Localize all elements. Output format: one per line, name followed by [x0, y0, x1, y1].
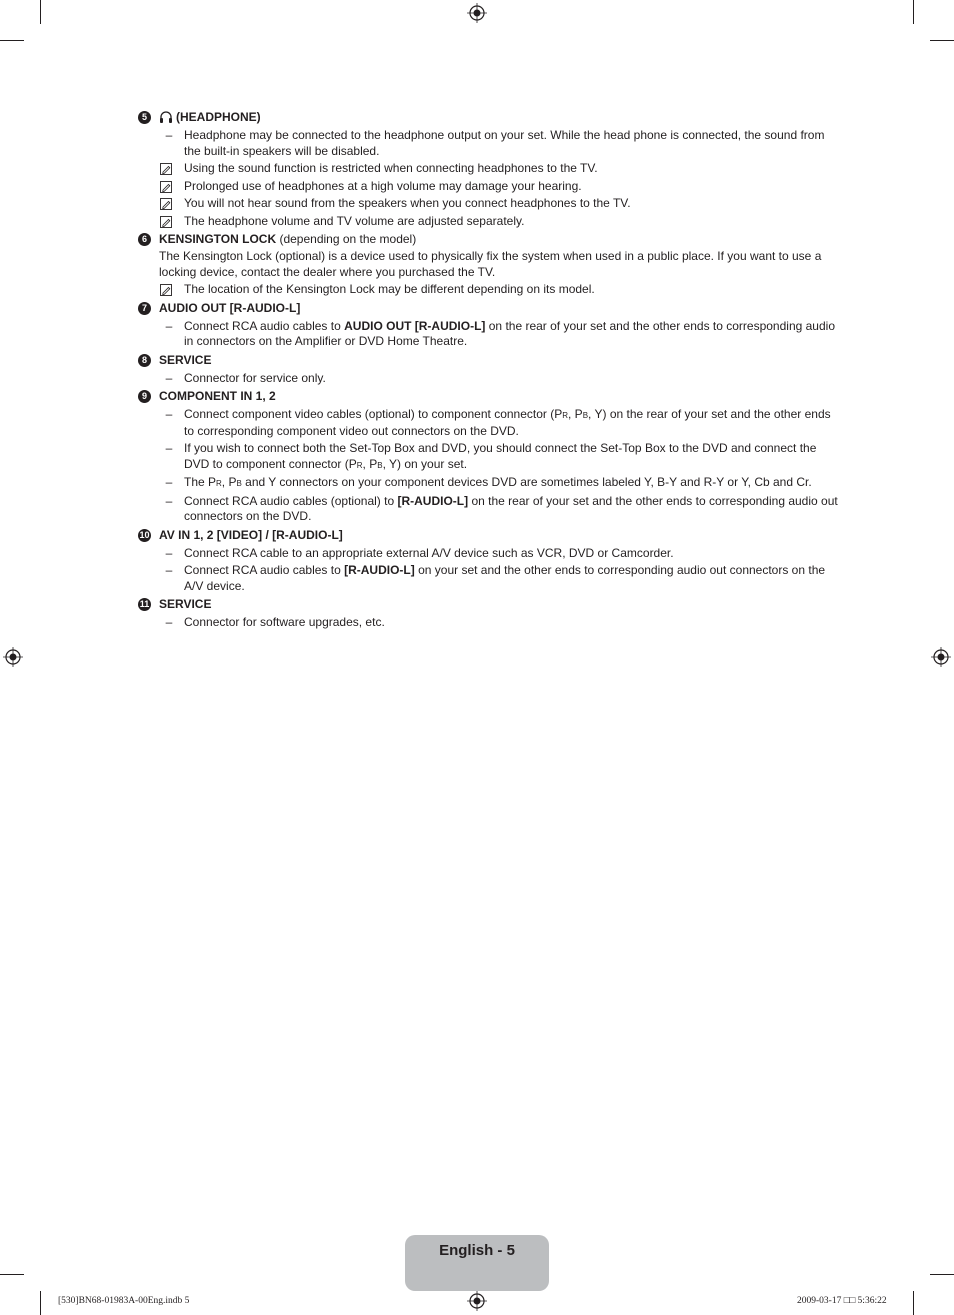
item-text: Prolonged use of headphones at a high volume may damage your hearing.: [184, 178, 582, 193]
crop-mark-top-right-v: [913, 0, 914, 24]
section-title: COMPONENT IN 1, 2: [159, 389, 276, 403]
section: [138, 597, 843, 631]
section-title: KENSINGTON LOCK: [159, 232, 277, 246]
section-heading: [138, 353, 843, 369]
section: [138, 528, 843, 595]
note-item: [138, 179, 843, 195]
item-text: , P: [568, 407, 583, 421]
section-number: 8: [138, 354, 151, 367]
section: [138, 110, 843, 229]
section-heading: [138, 389, 843, 405]
registration-mark-icon: [3, 647, 23, 667]
note-item: [138, 282, 843, 298]
section: [138, 353, 843, 387]
list-item: [138, 128, 843, 159]
section-title: SERVICE: [159, 352, 212, 367]
list-item: [138, 494, 843, 525]
dash-bullet: –: [165, 318, 173, 333]
note-icon: [160, 181, 172, 193]
print-slug-file: [530]BN68-01983A-00Eng.indb 5: [58, 1296, 190, 1306]
item-text: Connector for software upgrades, etc.: [184, 615, 385, 629]
item-text: Using the sound function is restricted when connecting headphones to the TV.: [184, 161, 598, 175]
list-item: [138, 371, 843, 387]
crop-mark-top-left-h: [0, 40, 24, 41]
note-icon: [160, 216, 172, 228]
item-text: , Y) on your set.: [382, 456, 468, 471]
section-heading: [138, 597, 843, 613]
section: [138, 389, 843, 525]
crop-mark-bottom-right-v: [913, 1291, 914, 1315]
section-number: 7: [138, 302, 151, 315]
note-item: [138, 214, 843, 230]
item-text: B: [377, 460, 383, 470]
registration-mark-icon: [467, 1291, 487, 1311]
headphone-icon: [159, 111, 173, 123]
item-text: on your set and the other ends to corresponding audio out connectors on the A/V device.: [184, 563, 826, 593]
section-number: 6: [138, 233, 151, 246]
crop-mark-bottom-right-h: [930, 1274, 954, 1275]
note-item: [138, 161, 843, 177]
list-item: [138, 319, 843, 350]
list-item: [138, 441, 843, 473]
item-text: Connect RCA audio cables (optional) to: [184, 493, 398, 508]
item-text: , P: [362, 456, 378, 471]
section-number: 10: [139, 529, 150, 540]
note-icon: [160, 284, 172, 296]
item-text: Connect component video cables (optional) to component connector (P: [184, 407, 563, 421]
item-text: The headphone volume and TV volume are adjusted separately.: [184, 213, 525, 228]
emphasis-text: AUDIO OUT [R-AUDIO-L]: [344, 318, 486, 333]
section-title-suffix: (depending on the model): [276, 232, 417, 246]
list-item: [138, 407, 843, 439]
item-text: on the rear of your set and the other ends to corresponding audio out connectors on the DVD.: [184, 493, 838, 523]
item-text: and Y connectors on your component devices DVD are sometimes labeled Y, B-Y and R-Y or Y, Cb and Cr.: [241, 475, 812, 489]
section-heading: [138, 110, 843, 126]
dash-bullet: –: [165, 370, 173, 385]
crop-mark-bottom-left-h: [0, 1274, 24, 1275]
section-title: SERVICE: [159, 597, 212, 611]
item-text: Connector for service only.: [184, 370, 326, 385]
item-text: R: [562, 411, 569, 420]
list-item: [138, 475, 843, 492]
item-text: The location of the Kensington Lock may be different depending on its model.: [184, 282, 595, 296]
item-text: Connect RCA cable to an appropriate external A/V device such as VCR, DVD or Camcorder.: [184, 545, 674, 560]
item-text: The P: [184, 475, 217, 489]
print-slug-date: 2009-03-17 □□ 5:36:22: [797, 1296, 887, 1306]
note-icon: [160, 198, 172, 210]
section-number: 5: [138, 111, 151, 124]
item-text: R: [216, 479, 222, 488]
section-paragraph: The Kensington Lock (optional) is a device used to physically fix the system when used in a public place. If you want to use a locking device, contact the dealer where you purchased the TV.: [159, 249, 822, 279]
crop-mark-top-left-v: [40, 0, 41, 24]
registration-mark-icon: [467, 3, 487, 23]
item-text: Headphone may be connected to the headphone output on your set. While the head phone is connected, the sound from the built-in speakers will be disabled.: [184, 128, 825, 158]
list-item: [138, 546, 843, 562]
registration-mark-icon: [931, 647, 951, 667]
dash-bullet: –: [165, 615, 173, 629]
item-text: , Y) on the rear of your set and the other ends to corresponding component video out connectors on the DVD.: [184, 407, 831, 438]
dash-bullet: –: [165, 493, 173, 508]
item-text: R: [356, 460, 363, 470]
crop-mark-top-right-h: [930, 40, 954, 41]
item-text: on the rear of your set and the other ends to corresponding audio in connectors on the Amplifier or DVD Home Theatre.: [184, 318, 835, 348]
page-number-label: English - 5: [439, 1242, 515, 1259]
section-number: 11: [139, 599, 150, 609]
section-title: (HEADPHONE): [176, 110, 261, 124]
note-icon: [160, 163, 172, 175]
section: [138, 301, 843, 350]
dash-bullet: –: [165, 407, 173, 421]
item-text: B: [582, 411, 589, 420]
item-text: , P: [221, 475, 237, 489]
emphasis-text: [R-AUDIO-L]: [397, 493, 469, 508]
emphasis-text: [R-AUDIO-L]: [344, 563, 415, 577]
section-heading: [138, 301, 843, 317]
list-item: [138, 615, 843, 631]
section-number: 9: [138, 390, 151, 403]
dash-bullet: –: [165, 545, 173, 560]
item-text: Connect RCA audio cables to: [184, 318, 345, 333]
dash-bullet: –: [165, 441, 173, 455]
connection-panel-description: [138, 110, 843, 634]
dash-bullet: –: [165, 563, 173, 577]
dash-bullet: –: [165, 475, 173, 489]
note-item: [138, 196, 843, 212]
list-item: [138, 563, 843, 594]
section-heading: [138, 528, 843, 544]
section-title: AUDIO OUT [R-AUDIO-L]: [159, 300, 301, 315]
item-text: B: [236, 479, 242, 488]
item-text: Connect RCA audio cables to: [184, 563, 345, 577]
item-text: If you wish to connect both the Set-Top Box and DVD, you should connect the Set-Top Box to the DVD and connect the DVD to component connector (P: [184, 441, 817, 471]
section: [138, 232, 843, 298]
crop-mark-bottom-left-v: [40, 1291, 41, 1315]
dash-bullet: –: [165, 128, 173, 142]
section-title: AV IN 1, 2 [VIDEO] / [R-AUDIO-L]: [159, 527, 343, 542]
item-text: You will not hear sound from the speakers when you connect headphones to the TV.: [184, 196, 631, 210]
section-heading: [138, 232, 843, 248]
